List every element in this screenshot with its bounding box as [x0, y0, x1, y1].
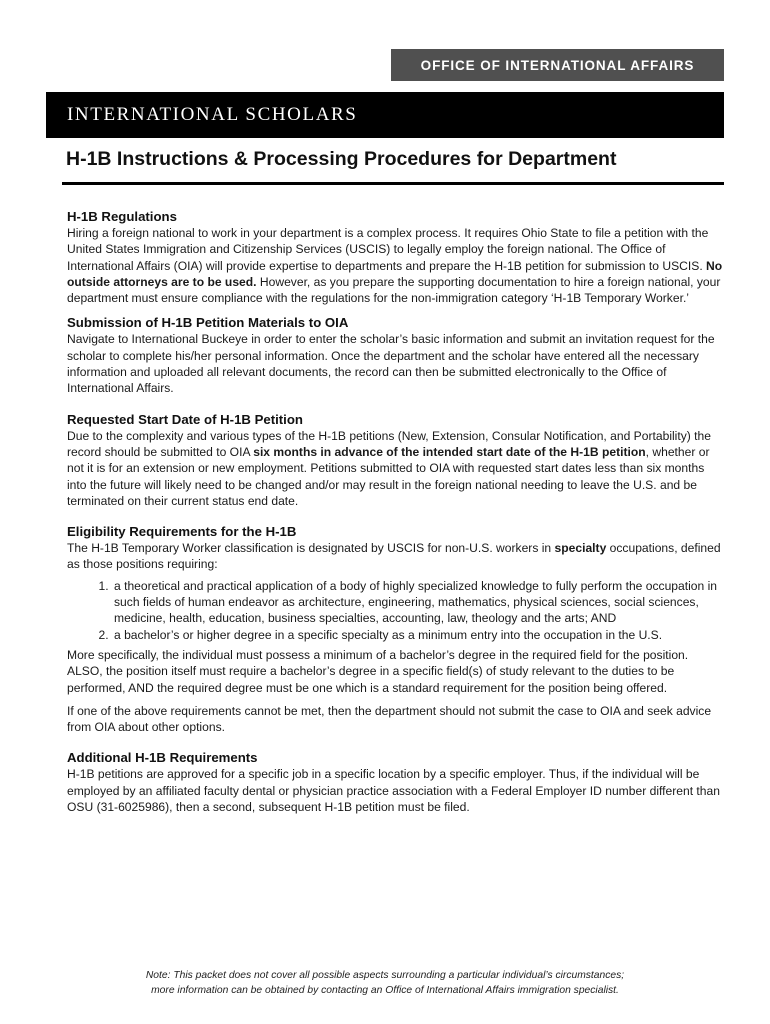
section-h1b-regulations — [67, 208, 723, 306]
section-paragraph: Navigate to International Buckeye in order to enter the scholar’s basic information and submit an invitation request for the scholar to complete his/her personal information. Once the department and the scholar have entered all the necessary information and uploaded all relevant documents, the record can then be submitted electronically to the Office of International Affairs. — [67, 332, 715, 396]
footnote — [0, 969, 770, 998]
paragraph-text: Due to the complexity and various types of the H-1B petitions (New, Extension, Consular Notification, and Portability) the record should be submitted to OIA — [67, 428, 711, 459]
office-of-international-affairs-bar — [391, 49, 724, 81]
office-name: OFFICE OF INTERNATIONAL AFFAIRS — [420, 57, 695, 73]
section-heading: Additional H-1B Requirements — [67, 750, 258, 766]
banner-title: INTERNATIONAL SCHOLARS — [67, 104, 358, 125]
footnote-line: more information can be obtained by contacting an Office of International Affairs immigration specialist. — [151, 984, 619, 996]
footnote-line: Note: This packet does not cover all possible aspects surrounding a particular individual’s circumstances; — [145, 970, 625, 981]
section-requested-start-date — [67, 411, 723, 509]
paragraph-text: Hiring a foreign national to work in your department is a complex process. It requires Ohio State to file a petition with the United States Immigration and Citizenship Services (USCIS) to legally employ the foreign national. The Office of International Affairs (OIA) will provide expertise to departments and prepare the H-1B petition for submission to USCIS. — [67, 226, 709, 273]
section-heading: Requested Start Date of H-1B Petition — [67, 411, 303, 427]
section-heading: Eligibility Requirements for the H-1B — [67, 524, 297, 540]
paragraph-text: , whether or not it is for an extension or new employment. Petitions submitted to OIA with requested start dates less than six months into the future will likely need to be changed and/or may result in the foreign national needing to leave the U.S. and be terminated on their current status end date. — [67, 444, 710, 508]
section-paragraph: H-1B petitions are approved for a specific job in a specific location by a specific employer. Thus, if the individual will be employed by an affiliated faculty dental or physician practice association with a Federal Employer ID number different than OSU (31-6025986), then a second, subsequent H-1B petition must be filed. — [67, 767, 720, 815]
section-heading: H-1B Regulations — [67, 209, 177, 224]
section-paragraph — [67, 540, 723, 573]
page-title: H-1B Instructions & Processing Procedures for Department — [66, 148, 617, 170]
section-eligibility — [67, 523, 723, 735]
list-item: 1. a theoretical and practical application of a body of highly specialized knowledge to fully perform the occupation in such fields of human endeavor as architecture, engineering, mathematics, physical sciences, social sciences, medicine, health, education, business specialties, accounting, law, theology and the arts; AND — [112, 578, 723, 627]
paragraph-text: However, as you prepare the supporting documentation to hire a foreign national, your department must ensure compliance with the regulations for the non-immigration category ‘H-1B Temporary Worker.’ — [67, 274, 721, 306]
section-paragraph: More specifically, the individual must possess a minimum of a bachelor’s degree in the required field for the position. ALSO, the position itself must require a bachelor’s degree in a specific field(s) of study relevant to the duties to be performed, AND the required degree must be one which is a standard requirement for the position being offered. — [67, 647, 689, 695]
list-item: 2. a bachelor’s or higher degree in a specific specialty as a minimum entry into the occupation in the U.S. — [112, 627, 723, 643]
section-heading: Submission of H-1B Petition Materials to OIA — [67, 315, 349, 331]
section-paragraph: If one of the above requirements cannot be met, then the department should not submit the case to OIA and seek advice from OIA about other options. — [67, 703, 712, 735]
section-submission — [67, 314, 723, 396]
emphasis-text: No outside attorneys are to be used. — [67, 258, 723, 289]
paragraph-text: occupations, defined as those positions requiring: — [67, 541, 721, 572]
emphasis-text: specialty — [554, 541, 607, 556]
emphasis-text: six months in advance of the intended start date of the H-1B petition — [253, 444, 646, 459]
title-divider — [62, 182, 724, 185]
section-additional-requirements — [67, 749, 723, 815]
requirements-list — [67, 578, 723, 643]
section-paragraph — [67, 428, 723, 509]
paragraph-text: The H-1B Temporary Worker classification is designated by USCIS for non-U.S. workers in — [67, 541, 555, 556]
section-paragraph — [67, 225, 723, 306]
international-scholars-banner — [46, 92, 724, 138]
document-body — [67, 208, 723, 823]
